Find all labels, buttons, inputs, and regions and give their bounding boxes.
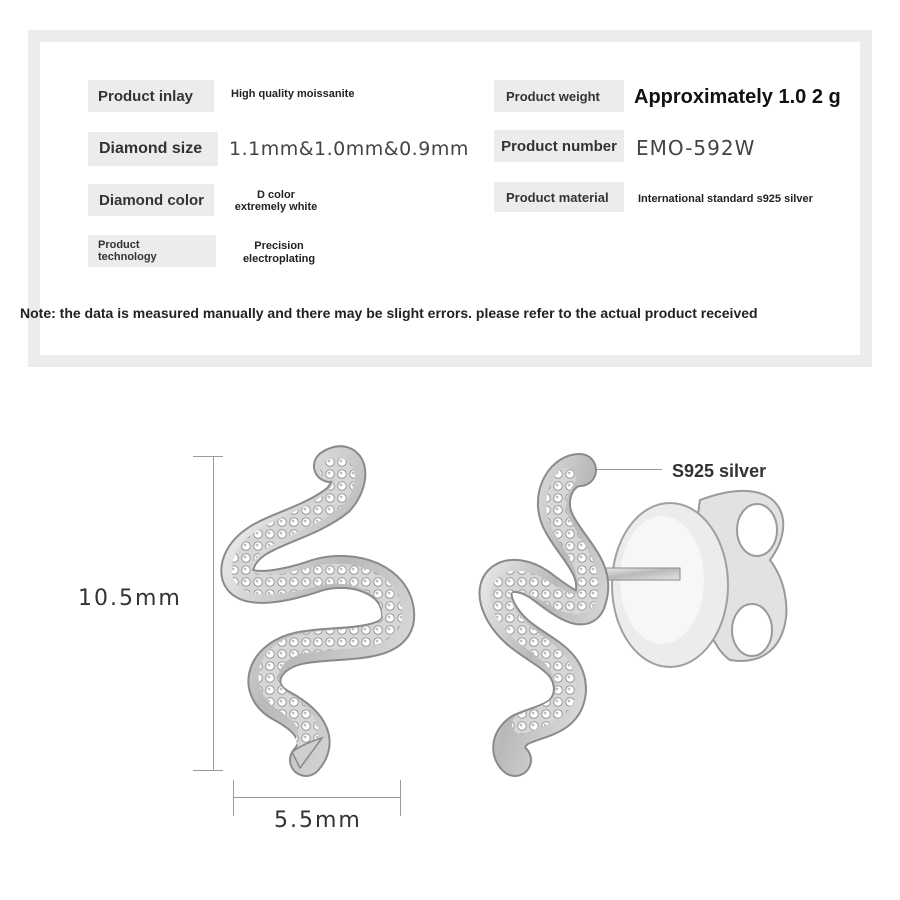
product-weight-label: Product weight — [494, 80, 624, 112]
product-technology-value — [229, 240, 329, 266]
height-dimension-cap-top — [193, 456, 223, 457]
earring-back-disc-highlight — [620, 516, 704, 644]
product-material-value: International standard s925 silver — [638, 193, 813, 205]
product-technology-label — [88, 235, 216, 267]
diamond-size-value: 1.1mm&1.0mm&0.9mm — [229, 138, 469, 160]
diamond-color-value-line1: D color — [257, 189, 295, 201]
product-technology-label-line1: Product — [98, 239, 140, 251]
callout-line — [586, 469, 662, 470]
diamond-color-label: Diamond color — [88, 184, 214, 216]
width-dimension-line — [233, 797, 401, 798]
width-dimension-cap-left — [233, 780, 234, 816]
diamond-color-value-line2: extremely white — [234, 201, 318, 213]
earring-post — [590, 568, 680, 580]
product-inlay-value: High quality moissanite — [231, 88, 355, 100]
side-snake-gems — [500, 478, 587, 724]
earring-back-clutch — [696, 491, 786, 661]
height-dimension-cap-bottom — [193, 770, 223, 771]
front-snake-tail — [292, 738, 322, 768]
width-dimension-label: 5.5mm — [274, 808, 362, 833]
measurement-note: Note: the data is measured manually and there may be slight errors. please refer to the actual product received — [20, 305, 758, 321]
diamond-color-value — [226, 189, 326, 213]
product-inlay-label: Product inlay — [88, 80, 214, 112]
product-technology-label-line2: technology — [98, 251, 157, 263]
front-snake-outline — [237, 462, 398, 760]
width-dimension-cap-right — [400, 780, 401, 816]
side-snake-body — [496, 470, 593, 760]
height-dimension-line — [213, 457, 214, 770]
earring-back-loop-bottom — [732, 604, 772, 656]
product-technology-value-line1: Precision — [254, 240, 304, 252]
front-snake-gems — [242, 468, 393, 740]
diamond-size-label: Diamond size — [88, 132, 218, 166]
side-snake-outline — [496, 470, 593, 760]
product-number-label: Product number — [494, 130, 624, 162]
front-snake-body — [237, 462, 398, 760]
material-callout: S925 silver — [672, 461, 767, 481]
earring-back-disc — [612, 503, 728, 667]
height-dimension-label: 10.5mm — [78, 586, 182, 611]
product-technology-value-line2: electroplating — [242, 253, 316, 265]
product-weight-value: Approximately 1.0 2 g — [634, 86, 841, 108]
product-material-label: Product material — [494, 182, 624, 212]
earring-back-loop-top — [737, 504, 777, 556]
product-number-value: EMO-592W — [636, 136, 756, 160]
